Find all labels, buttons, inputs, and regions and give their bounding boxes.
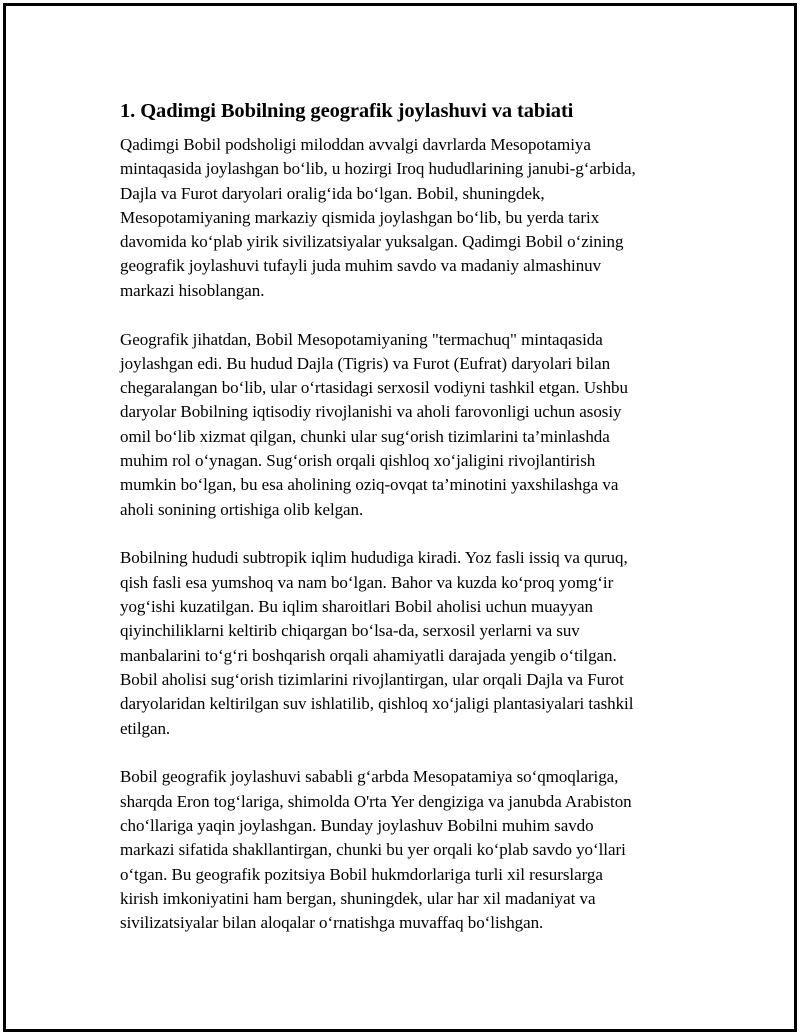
document-body bbox=[120, 95, 700, 960]
paragraph-line: mumkin bo‘lgan, bu esa aholining oziq-ovqat ta’minotini yaxshilashga va bbox=[120, 475, 619, 495]
paragraph-line: manbalarini to‘g‘ri boshqarish orqali ahamiyatli darajada yengib o‘tilgan. bbox=[120, 645, 617, 665]
paragraph-line: o‘tgan. Bu geografik pozitsiya Bobil hukmdorlariga turli xil resurslarga bbox=[120, 864, 603, 884]
paragraph-line: kirish imkoniyatini ham bergan, shuningdek, ular har xil madaniyat va bbox=[120, 888, 596, 908]
paragraph-line: davomida ko‘plab yirik sivilizatsiyalar yuksalgan. Qadimgi Bobil o‘zining bbox=[120, 232, 624, 252]
document-heading: 1. Qadimgi Bobilning geografik joylashuvi va tabiati bbox=[120, 100, 574, 122]
paragraph-line: muhim rol o‘ynagan. Sug‘orish orqali qishloq xo‘jaligini rivojlantirish bbox=[120, 451, 596, 471]
paragraph-line: Bobil geografik joylashuvi sababli g‘arbda Mesopatamiya so‘qmoqlariga, bbox=[120, 767, 619, 787]
paragraph-line: Bobilning hududi subtropik iqlim hududiga kiradi. Yoz fasli issiq va quruq, bbox=[120, 548, 628, 568]
paragraph-line: markazi hisoblangan. bbox=[120, 280, 265, 300]
paragraph-rivers bbox=[120, 328, 700, 522]
paragraph-line: joylashgan edi. Bu hudud Dajla (Tigris) va Furot (Eufrat) daryolari bilan bbox=[120, 353, 611, 373]
paragraph-line: mintaqasida joylashgan bo‘lib, u hozirgi Iroq hududlarining janubi-g‘arbida, bbox=[120, 159, 636, 179]
paragraph-line: qish fasli esa yumshoq va nam bo‘lgan. Bahor va kuzda ko‘proq yomg‘ir bbox=[120, 572, 614, 592]
paragraph-line: markazi sifatida shakllantirgan, chunki bu yer orqali ko‘plab savdo yo‘llari bbox=[120, 840, 626, 860]
paragraph-line: Geografik jihatdan, Bobil Mesopotamiyaning "termachuq" mintaqasida bbox=[120, 329, 603, 349]
paragraph-line: daryolaridan keltirilgan suv ishlatilib, qishloq xo‘jaligi plantasiyalari tashkil bbox=[120, 694, 634, 714]
paragraph-line: cho‘llariga yaqin joylashgan. Bunday joylashuv Bobilni muhim savdo bbox=[120, 815, 594, 835]
paragraph-line: etilgan. bbox=[120, 718, 171, 738]
paragraph-line: chegaralangan bo‘lib, ular o‘rtasidagi serxosil vodiyni tashkil etgan. Ushbu bbox=[120, 378, 628, 398]
paragraph-line: sharqda Eron tog‘lariga, shimolda O'rta Yer dengiziga va janubda Arabiston bbox=[120, 791, 632, 811]
paragraph-line: omil bo‘lib xizmat qilgan, chunki ular sug‘orish tizimlarini ta’minlashda bbox=[120, 426, 610, 446]
paragraph-trade bbox=[120, 765, 700, 935]
paragraph-location bbox=[120, 133, 700, 303]
paragraph-line: Dajla va Furot daryolari oralig‘ida bo‘lgan. Bobil, shuningdek, bbox=[120, 183, 545, 203]
paragraph-line: Qadimgi Bobil podsholigi miloddan avvalgi davrlarda Mesopotamiya bbox=[120, 135, 591, 154]
paragraph-line: aholi sonining ortishiga olib kelgan. bbox=[120, 499, 364, 519]
page-frame bbox=[3, 3, 797, 1032]
paragraph-line: Mesopotamiyaning markaziy qismida joylashgan bo‘lib, bu yerda tarix bbox=[120, 207, 600, 227]
paragraph-line: sivilizatsiyalar bilan aloqalar o‘rnatishga muvaffaq bo‘lishgan. bbox=[120, 913, 544, 933]
paragraph-line: geografik joylashuvi tufayli juda muhim savdo va madaniy almashinuv bbox=[120, 256, 602, 276]
paragraph-line: Bobil aholisi sug‘orish tizimlarini rivojlantirgan, ular orqali Dajla va Furot bbox=[120, 669, 624, 689]
paragraph-line: yog‘ishi kuzatilgan. Bu iqlim sharoitlari Bobil aholisi uchun muayyan bbox=[120, 597, 593, 617]
paragraph-line: daryolar Bobilning iqtisodiy rivojlanishi va aholi farovonligi uchun asosiy bbox=[120, 402, 622, 422]
paragraph-line: qiyinchiliklarni keltirib chiqargan bo‘lsa-da, serxosil yerlarni va suv bbox=[120, 621, 580, 641]
paragraph-climate bbox=[120, 546, 700, 740]
